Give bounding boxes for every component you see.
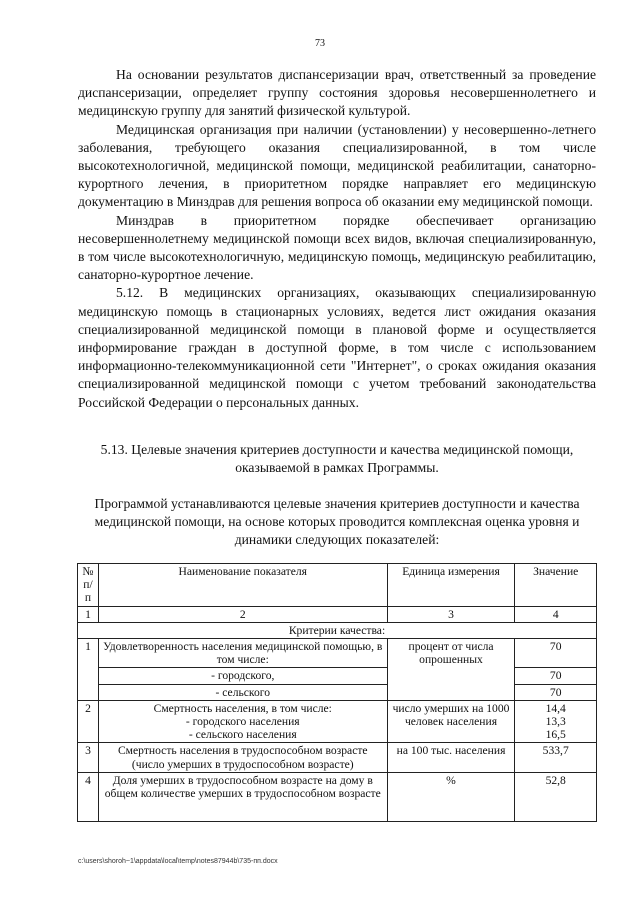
table-header-row (78, 564, 597, 607)
table-column-numbers-row (78, 606, 597, 622)
row-1-sub-1-name: - городского, (98, 668, 387, 684)
table-group-row (78, 622, 597, 638)
col-number-1: 1 (78, 606, 99, 622)
row-1-sub-2-name: - сельского (98, 684, 387, 700)
row-4-unit: % (387, 772, 515, 821)
page-number: 73 (315, 38, 325, 49)
row-1-value: 70 (515, 639, 597, 668)
row-3-num: 3 (78, 743, 99, 772)
row-2-value-3: 16,5 (545, 728, 566, 742)
row-3-name: Смертность населения в трудоспособном возрасте (число умерших в трудоспособном возрасте) (98, 743, 387, 772)
paragraph-medical-organization: Медицинская организация при наличии (установлении) у несовершенно-летнего заболевания, требующего оказания специализированной, в том числе высокотехнологичной, медицинской помощи, медицинской реабилитации, санаторно-курортного лечения, в приоритетном порядке направляет его медицинскую документацию в Минздрав для решения вопроса об оказании ему медицинской помощи. (78, 121, 596, 210)
row-2-name-line-3: - сельского населения (188, 728, 297, 742)
row-3-unit: на 100 тыс. населения (387, 743, 515, 772)
table-subrow (78, 684, 597, 700)
col-number-3: 3 (387, 606, 515, 622)
row-4-value: 52,8 (515, 772, 597, 821)
col-number-4: 4 (515, 606, 597, 622)
paragraph-dispensary-result: На основании результатов диспансеризации врач, ответственный за проведение диспансеризации, определяет группу состояния здоровья несовершеннолетнего и медицинскую группу для занятий физической культурой. (78, 67, 596, 119)
row-1-num: 1 (78, 639, 99, 701)
section-intro: Программой устанавливаются целевые значения критериев доступности и качества медицинской помощи, на основе которых проводится комплексная оценка уровня и динамики следующих показателей: (94, 496, 580, 548)
row-2-name-line-1: Смертность населения, в том числе: (153, 701, 332, 715)
col-number-2: 2 (98, 606, 387, 622)
row-1-sub-2-value: 70 (515, 684, 597, 700)
row-2-value-2: 13,3 (545, 715, 566, 729)
row-4-num: 4 (78, 772, 99, 821)
paragraph-5-12: 5.12. В медицинских организациях, оказывающих специализированную медицинскую помощь в стационарных условиях, ведется лист ожидания оказания специализированной медицинской помощи в плановой форме и осуществляется информирование граждан в доступной форме, в том числе с использованием информационно-телекоммуникационной сети "Интернет", о сроках ожидания оказания специализированной медицинской помощи с учетом требований законодательства Российской Федерации о персональных данных. (78, 285, 596, 410)
criteria-table (77, 563, 597, 822)
header-name: Наименование показателя (98, 564, 387, 607)
row-2-unit: число умерших на 1000 человек населения (387, 700, 515, 743)
section-title: 5.13. Целевые значения критериев доступности и качества медицинской помощи, оказываемой в рамках Программы. (100, 442, 574, 476)
row-1-sub-1-value: 70 (515, 668, 597, 684)
table-row (78, 772, 597, 821)
row-2-num: 2 (78, 700, 99, 743)
row-1-name: Удовлетворенность населения медицинской помощью, в том числе: (98, 639, 387, 668)
header-unit: Единица измерения (387, 564, 515, 607)
group-label: Критерии качества: (78, 622, 597, 638)
row-2-values (515, 700, 597, 743)
row-2-name-line-2: - городского населения (185, 715, 300, 729)
row-2-value-1: 14,4 (545, 701, 566, 715)
header-value: Значение (515, 564, 597, 607)
row-1-unit: процент от числа опрошенных (387, 639, 515, 701)
body-text (78, 66, 596, 412)
paragraph-minzdrav: Минздрав в приоритетном порядке обеспечивает организацию несовершеннолетнему медицинской помощи всех видов, включая специализированную, в том числе высокотехнологичную, медицинскую помощь, медицинскую реабилитацию, санаторно-курортное лечение. (78, 212, 596, 283)
table-row (78, 700, 597, 743)
table-row (78, 743, 597, 772)
row-2-name (98, 700, 387, 743)
header-num: № п/п (78, 564, 99, 607)
table-row (78, 639, 597, 668)
row-3-value: 533,7 (515, 743, 597, 772)
row-4-name: Доля умерших в трудоспособном возрасте на дому в общем количестве умерших в трудоспособном возрасте (98, 772, 387, 821)
footer-file-path: c:\users\shoroh~1\appdata\local\temp\notes87944b\735-пп.docx (78, 858, 278, 865)
table-subrow (78, 668, 597, 684)
